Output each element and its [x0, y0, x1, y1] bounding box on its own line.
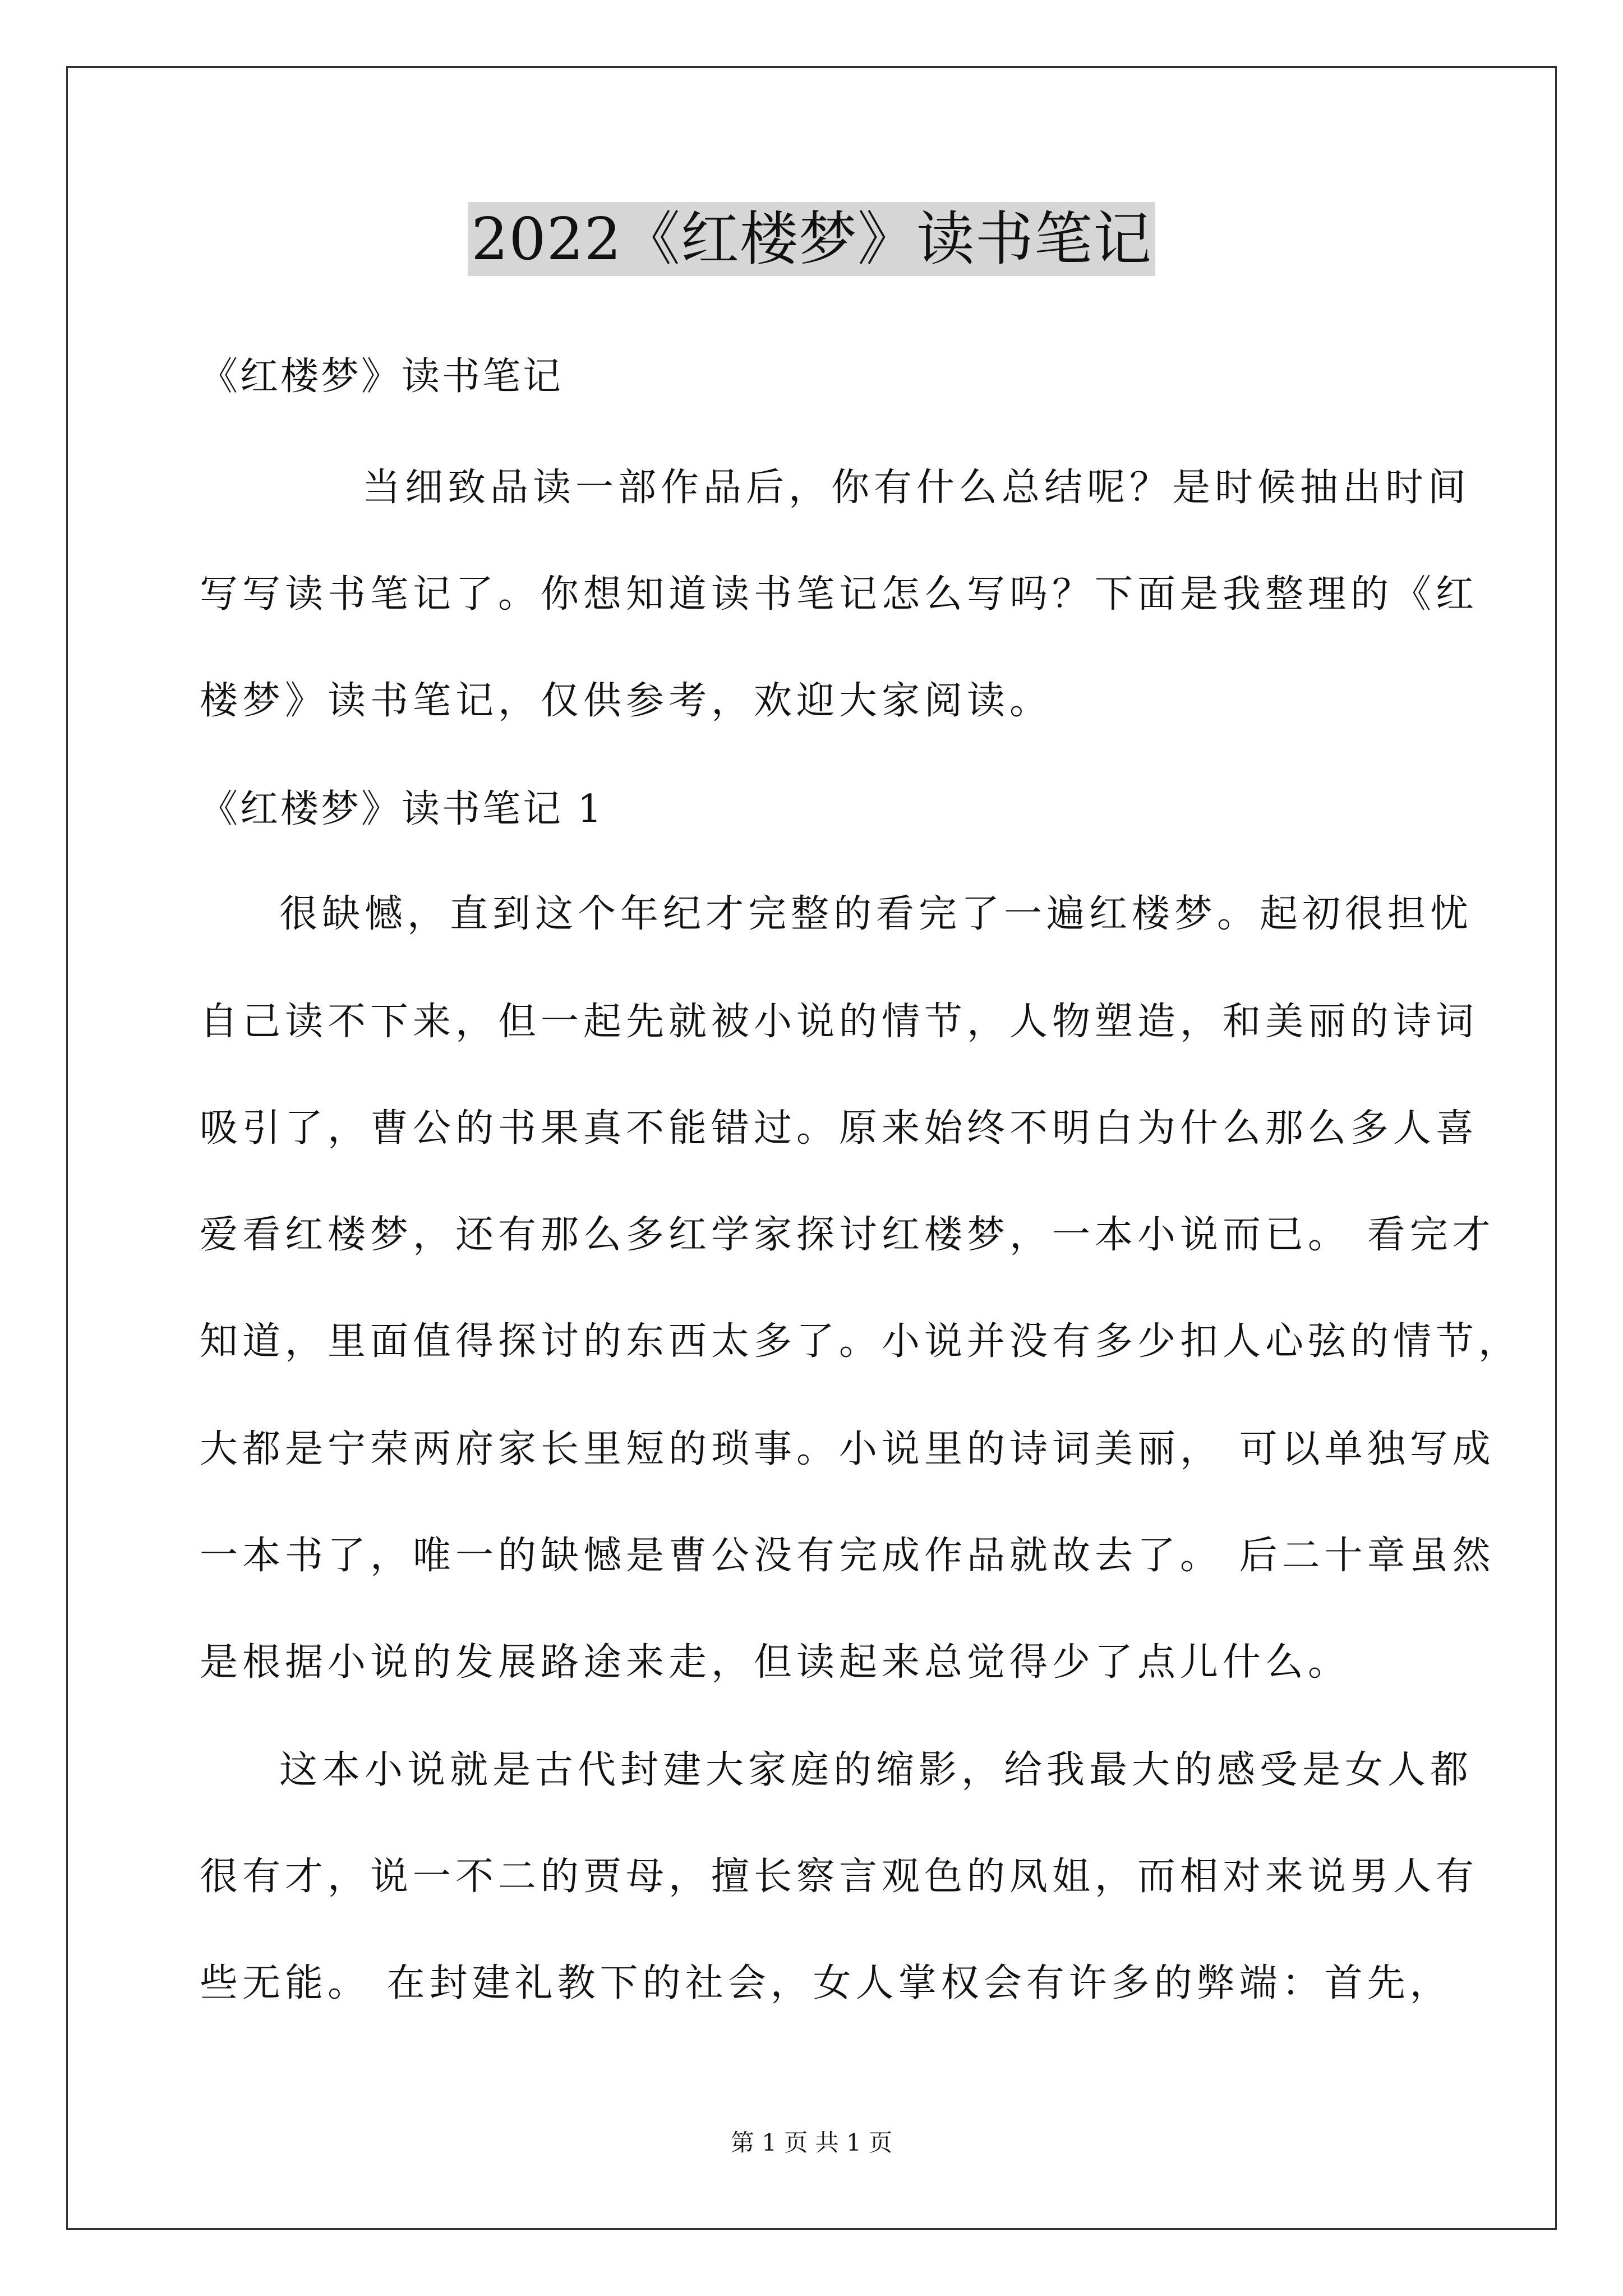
section-heading: 《红楼梦》读书笔记 1: [200, 787, 604, 831]
paragraph-line: 自己读不下来，但一起先就被小说的情节，人物塑造，和美丽的诗词: [200, 1000, 1479, 1044]
document-subtitle: 《红楼梦》读书笔记: [200, 355, 564, 399]
paragraph-line: 是根据小说的发展路途来走，但读起来总觉得少了点儿什么。: [200, 1640, 1351, 1685]
page-footer: 第 1 页 共 1 页: [730, 2129, 893, 2156]
intro-line: 当细致品读一部作品后，你有什么总结呢？是时候抽出时间: [362, 466, 1471, 510]
paragraph-line: 很缺憾，直到这个年纪才完整的看完了一遍红楼梦。起初很担忧: [279, 892, 1473, 936]
intro-line: 写写读书笔记了。你想知道读书笔记怎么写吗？下面是我整理的《红: [200, 572, 1479, 616]
document-title: 2022《红楼梦》读书笔记: [468, 202, 1155, 276]
intro-line: 楼梦》读书笔记，仅供参考，欢迎大家阅读。: [200, 679, 1053, 723]
paragraph-line: 这本小说就是古代封建大家庭的缩影，给我最大的感受是女人都: [279, 1748, 1473, 1792]
paragraph-line: 爱看红楼梦，还有那么多红学家探讨红楼梦，一本小说而已。 看完才: [200, 1213, 1495, 1257]
paragraph-line: 知道，里面值得探讨的东西太多了。小说并没有多少扣人心弦的情节，: [200, 1319, 1521, 1364]
paragraph-line: 一本书了，唯一的缺憾是曹公没有完成作品就故去了。 后二十章虽然: [200, 1534, 1495, 1578]
paragraph-line: 很有才，说一不二的贾母，擅长察言观色的凤姐，而相对来说男人有: [200, 1855, 1479, 1899]
paragraph-line: 大都是宁荣两府家长里短的琐事。小说里的诗词美丽， 可以单独写成: [200, 1427, 1495, 1471]
paragraph-line: 吸引了，曹公的书果真不能错过。原来始终不明白为什么那么多人喜: [200, 1106, 1479, 1151]
title-container: [0, 202, 1623, 276]
paragraph-line: 些无能。 在封建礼教下的社会，女人掌权会有许多的弊端：首先，: [200, 1961, 1453, 2005]
